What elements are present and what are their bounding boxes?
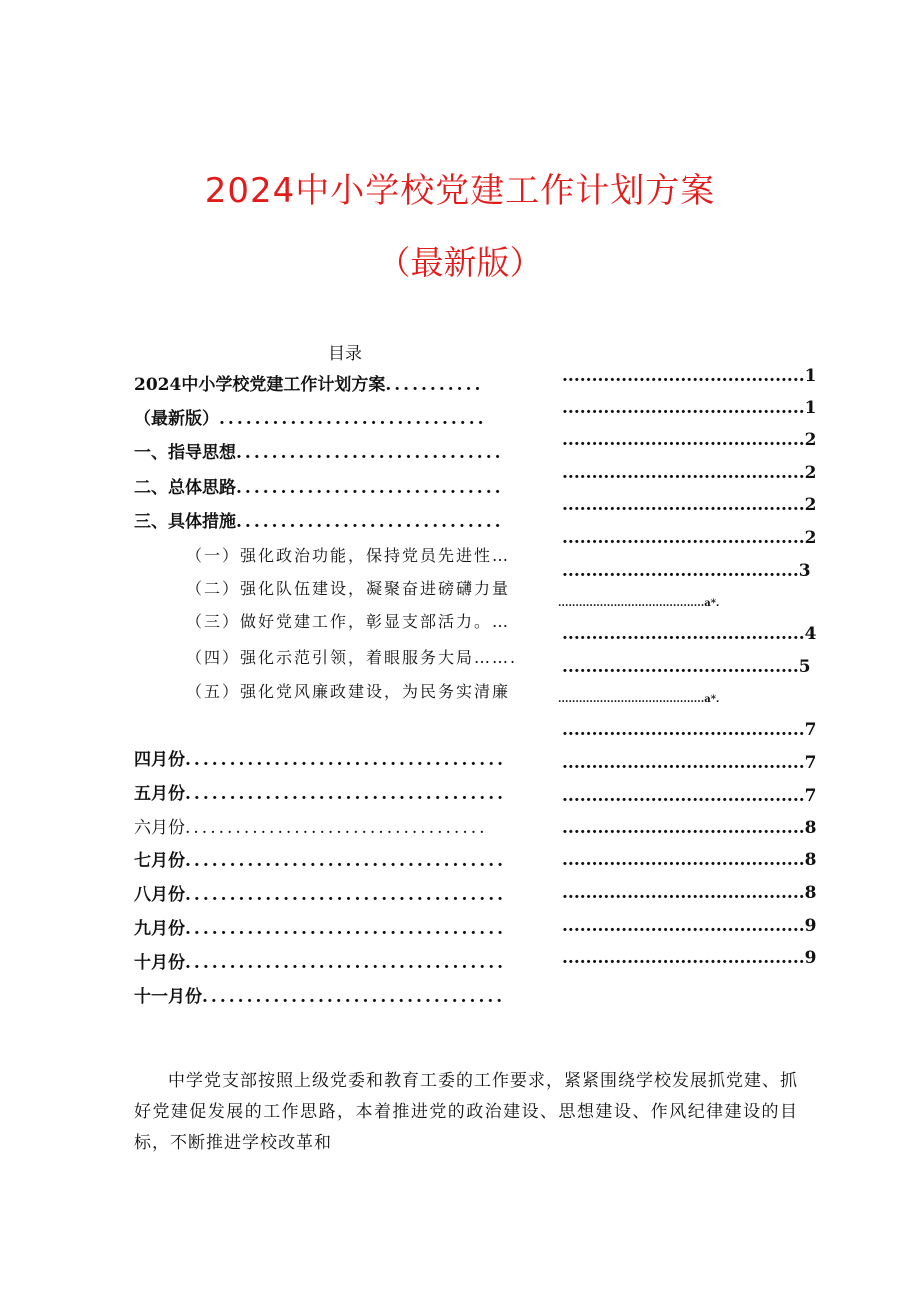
toc-entry[interactable]: 十一月份.................................. [134,987,506,1007]
toc-page-number[interactable]: .........................................1 [562,366,817,386]
toc-entry[interactable]: 十月份.................................... [134,953,507,973]
toc-entry[interactable]: 四月份.................................... [134,750,507,770]
toc-entry[interactable]: 二、总体思路.............................. [134,478,504,498]
toc-subentry[interactable]: （二）强化队伍建设，凝聚奋进磅礴力量 [186,579,511,598]
toc-entry[interactable]: 三、具体措施.............................. [134,512,504,532]
toc-page-number[interactable]: .........................................7 [562,786,817,806]
toc-subentry[interactable]: （一）强化政治功能，保持党员先进性… [186,546,511,565]
toc-page-number[interactable]: ........................................5 [562,657,811,677]
toc-entry[interactable]: （最新版）.............................. [134,409,487,429]
toc-entry[interactable]: 八月份.................................... [134,885,507,905]
toc-page-number[interactable]: ........................................3 [562,561,811,581]
toc-heading: 目录 [328,344,362,364]
toc-subentry[interactable]: （三）做好党建工作，彰显支部活力。… [186,612,511,631]
toc-page-number[interactable]: ..........................................a*. [558,694,720,705]
toc-page-number[interactable]: .........................................7 [562,753,817,773]
toc-entry[interactable]: 一、指导思想.............................. [134,443,504,463]
toc-page-number[interactable]: .........................................8 [562,883,817,903]
document-subtitle: （最新版） [377,243,543,283]
toc-page-number[interactable]: ..........................................a*. [558,598,720,609]
toc-page-number[interactable]: .........................................2 [562,463,817,483]
toc-subentry[interactable]: （四）强化示范引领，着眼服务大局……. [186,648,519,667]
toc-page-number[interactable]: .........................................8 [562,850,817,870]
document-title: 2024中小学校党建工作计划方案 [204,170,716,211]
toc-page-number[interactable]: .........................................9 [562,916,817,936]
toc-entry[interactable]: 七月份.................................... [134,851,507,871]
toc-entry[interactable]: 六月份.................................... [134,818,488,838]
toc-page-number[interactable]: .........................................8 [562,818,817,838]
toc-page-number[interactable]: .........................................2 [562,495,817,515]
toc-page-number[interactable]: .........................................2 [562,528,817,548]
toc-page-number[interactable]: .........................................7 [562,720,817,740]
toc-entry[interactable]: 五月份.................................... [134,784,507,804]
toc-subentry[interactable]: （五）强化党风廉政建设，为民务实清廉 [186,682,511,701]
toc-page-number[interactable]: .........................................2 [562,430,817,450]
toc-page-number[interactable]: .........................................1 [562,398,817,418]
toc-entry[interactable]: 九月份.................................... [134,919,507,939]
toc-page-number[interactable]: .........................................4 [562,624,817,644]
body-paragraph: 中学党支部按照上级党委和教育工委的工作要求，紧紧围绕学校发展抓党建、抓好党建促发展的工作思路，本着推进党的政治建设、思想建设、作风纪律建设的目标，不断推进学校改革和 [134,1071,798,1153]
toc-page-number[interactable]: .........................................9 [562,948,817,968]
toc-entry[interactable]: 2024中小学校党建工作计划方案........... [134,375,484,395]
